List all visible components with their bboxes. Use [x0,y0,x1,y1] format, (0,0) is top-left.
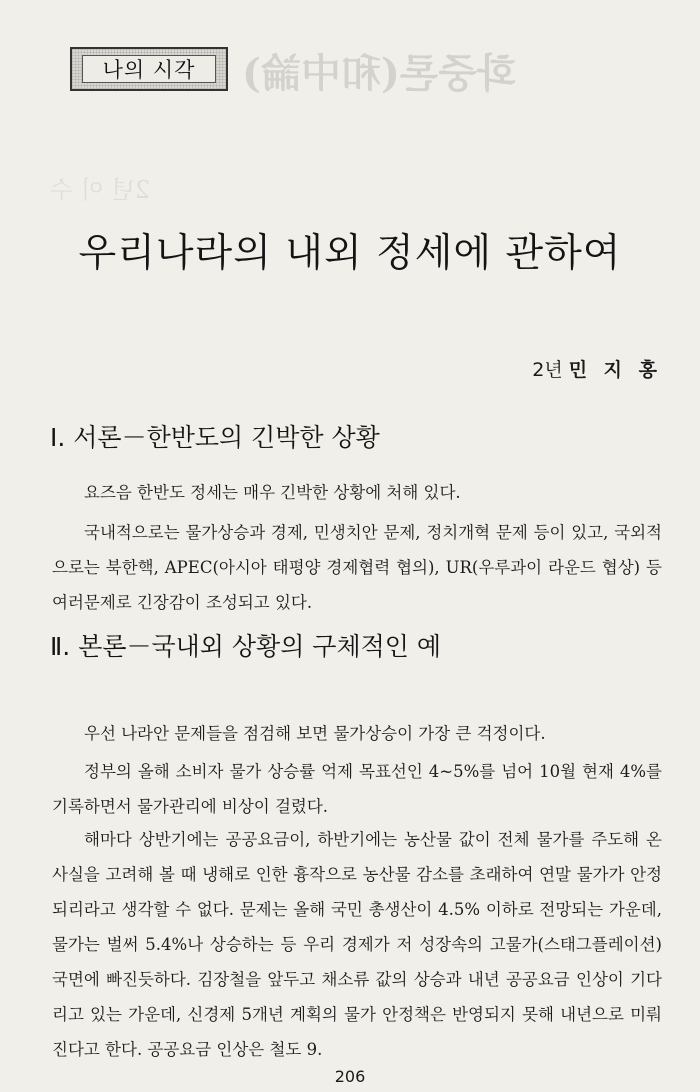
body-paragraph: 국내적으로는 물가상승과 경제, 민생치안 문제, 정치개혁 문제 등이 있고, 국외적으로는 북한핵, APEC(아시아 태평양 경제협력 협의), UR(우루과이 라운드 협상) 등 여러문제로 긴장감이 조성되고 있다. [52,523,662,612]
article-title: 우리나라의 내외 정세에 관하여 [78,231,622,276]
bleed-through-text-2: 2년 이 수 [50,176,151,204]
body-paragraph: 해마다 상반기에는 공공요금이, 하반기에는 농산물 값이 전체 물가를 주도해 온 사실을 고려해 볼 때 냉해로 인한 흉작으로 농산물 감소를 초래하여 연말 물가가 안정되리라고 생각할 수 없다. 문제는 올해 국민 총생산이 4.5% 이하로 전망되는 가운데, 물가는 벌써 5.4%나 상승하는 등 우리 경제가 저 성장속의 고물가(스태그플레이션) 국면에 빠진듯하다. 김장철을 앞두고 채소류 값의 상승과 내년 공공요금 인상이 기다리고 있는 가운데, 신경제 5개년 계획의 물가 안정책은 반영되지 못해 내년으로 미뤄진다고 한다. 공공요금 인상은 철도 9. [52,830,662,1059]
author-line [532,355,662,382]
bleed-through-text: 화중론(和中論) [242,50,516,97]
author-grade: 2년 [532,359,563,381]
section-heading-body: Ⅱ. 본론－국내외 상황의 구체적인 예 [50,632,441,661]
author-name: 민 지 홍 [568,359,662,381]
column-badge [70,47,228,91]
body-paragraph: 우선 나라안 문제들을 점검해 보면 물가상승이 가장 큰 걱정이다. [84,724,546,743]
body-paragraph: 정부의 올해 소비자 물가 상승률 억제 목표선인 4~5%를 넘어 10월 현재 4%를 기록하면서 물가관리에 비상이 걸렸다. [52,762,662,816]
column-badge-label: 나의 시각 [82,55,216,83]
page-number: 206 [334,1067,366,1086]
section-heading-intro: Ⅰ. 서론－한반도의 긴박한 상황 [50,423,380,452]
body-paragraph: 요즈음 한반도 정세는 매우 긴박한 상황에 처해 있다. [84,483,461,502]
